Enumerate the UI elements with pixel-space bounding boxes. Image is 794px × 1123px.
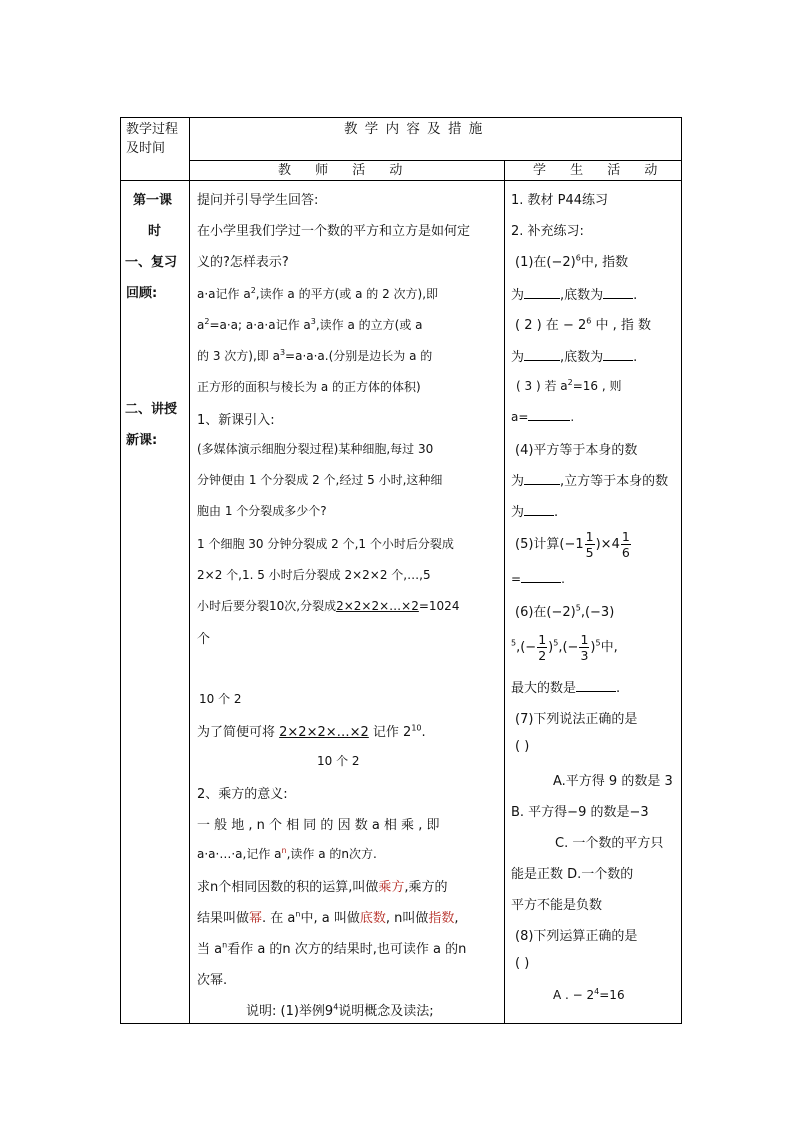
student-line: (4)平方等于本身的数 — [515, 443, 638, 458]
text-run: . — [554, 505, 559, 520]
teacher-line: 2、乘方的意义: — [197, 787, 288, 802]
student-line: (8)下列运算正确的是 — [515, 929, 638, 944]
teacher-line — [197, 285, 438, 302]
superscript: 2 — [567, 378, 573, 387]
superscript: n — [295, 909, 301, 919]
student-line: 1. 教材 P44练习 — [511, 193, 609, 208]
superscript: 5 — [595, 638, 601, 648]
table-border-right — [681, 117, 682, 1024]
text-run: ) — [548, 640, 554, 655]
text-run: A . − 2 — [553, 988, 595, 1002]
text-run: 中, — [600, 640, 618, 655]
text-run: 看作 a 的n 次方的结果时,也可读作 a 的n — [227, 942, 467, 957]
teacher-line: 胞由 1 个分裂成多少个? — [197, 504, 327, 518]
text-run: 小时后要分裂10次,分裂成 — [197, 599, 337, 613]
text-run: )×4 — [595, 537, 620, 552]
text-run: 为 — [511, 505, 525, 520]
teacher-line — [197, 938, 466, 957]
answer-blank[interactable] — [603, 286, 633, 299]
review-label-1: 一、复习 — [125, 255, 178, 270]
term-exponentiation: 乘方 — [378, 880, 405, 895]
student-line: ( ) — [515, 956, 530, 971]
teacher-line: 10 个 2 — [317, 754, 360, 768]
superscript: 2 — [204, 317, 210, 326]
numerator: 1 — [538, 632, 547, 647]
text-run: a·a·…·a,记作 a — [197, 847, 282, 861]
teacher-line: 分钟便由 1 个分裂成 2 个,经过 5 小时,这种细 — [197, 473, 443, 487]
superscript: 4 — [594, 987, 600, 996]
superscript: 5 — [553, 638, 559, 648]
table-border-bottom — [120, 1023, 682, 1024]
teacher-line: 1 个细胞 30 分钟分裂成 2 个,1 个小时后分裂成 — [197, 537, 454, 551]
header-process-time-line2: 及时间 — [126, 141, 166, 156]
text-run: 中, a 叫做 — [300, 911, 360, 926]
student-line — [515, 314, 651, 333]
teacher-line: 1、新课引入: — [197, 413, 275, 428]
text-run: 最大的数是 — [511, 681, 577, 696]
text-run: ,(−3) — [580, 605, 615, 620]
text-run: ,乘方的 — [404, 880, 448, 895]
superscript: 3 — [310, 317, 316, 326]
student-line — [511, 284, 637, 303]
table-row-divider-2 — [120, 180, 682, 181]
answer-blank[interactable] — [524, 472, 560, 485]
text-run: . — [561, 572, 565, 586]
teacher-line — [197, 907, 459, 926]
student-line — [511, 470, 668, 489]
teacher-line — [197, 845, 377, 862]
text-run: ,读作 a 的平方(或 a 的 2 次方),即 — [255, 287, 439, 301]
text-run: . — [570, 410, 575, 424]
text-run: =1024 — [418, 599, 460, 613]
text-run: 求n个相同因数的积的运算,叫做 — [197, 880, 379, 895]
student-line — [511, 677, 620, 696]
student-line — [511, 408, 574, 424]
denominator: 6 — [621, 545, 630, 560]
student-line: ( ) — [515, 739, 530, 754]
text-run: ) — [590, 640, 596, 655]
text-run: ,立方等于本身的数 — [560, 474, 669, 489]
text-run: 为 — [511, 474, 525, 489]
student-line: 平方不能是负数 — [511, 898, 603, 913]
text-run: a= — [511, 410, 529, 424]
header-process-time-line1: 教学过程 — [126, 122, 179, 137]
teacher-line: 正方形的面积与棱长为 a 的正方体的体积) — [197, 380, 421, 394]
teacher-line — [197, 316, 423, 333]
answer-blank[interactable] — [576, 679, 616, 692]
student-line — [515, 601, 614, 620]
teacher-line: 10 个 2 — [199, 692, 242, 706]
teacher-line — [197, 597, 459, 614]
answer-blank[interactable] — [528, 408, 570, 421]
text-run: 为 — [511, 288, 525, 303]
denominator: 5 — [585, 545, 594, 560]
student-line — [511, 570, 565, 586]
lesson-label-2: 时 — [148, 224, 162, 239]
numerator: 1 — [585, 529, 594, 544]
text-run: (5)计算(−1 — [515, 537, 584, 552]
text-run: (6)在(−2) — [515, 605, 576, 620]
text-run: =16 — [599, 988, 625, 1002]
text-run: a — [197, 318, 205, 332]
student-line: A.平方得 9 的数是 3 — [553, 774, 673, 789]
table-row-divider-1 — [189, 160, 682, 161]
text-run: ,读作 a 的立方(或 a — [315, 318, 423, 332]
header-teacher-activity: 教 师 活 动 — [278, 163, 403, 178]
term-exponent: 指数 — [428, 911, 455, 926]
text-run: (1)在(−2) — [515, 255, 576, 270]
fraction — [585, 529, 595, 560]
text-run: 记作 2 — [368, 725, 412, 740]
term-base: 底数 — [359, 911, 386, 926]
teacher-line: 个 — [197, 632, 211, 647]
answer-blank[interactable] — [524, 286, 560, 299]
teacher-line — [197, 876, 448, 895]
denominator: 3 — [580, 648, 589, 663]
fraction — [537, 632, 547, 663]
text-run: . — [633, 350, 638, 365]
text-run: 为了简便可将 — [197, 725, 280, 740]
text-run: ,读作 a 的n次方. — [286, 847, 377, 861]
text-run: =16 , 则 — [572, 379, 622, 393]
student-line: 能是正数 D.一个数的 — [511, 867, 634, 882]
text-run: , — [454, 911, 459, 926]
student-line: B. 平方得−9 的数是−3 — [511, 805, 649, 820]
text-run: 说明概念及读法; — [338, 1004, 434, 1019]
student-line — [511, 501, 558, 520]
text-run: a·a记作 a — [197, 287, 251, 301]
text-run: 当 a — [197, 942, 223, 957]
answer-blank[interactable] — [524, 348, 560, 361]
text-run: . — [633, 288, 638, 303]
teacher-line: 提问并引导学生回答: — [197, 193, 319, 208]
numerator: 1 — [580, 632, 589, 647]
teacher-line — [246, 1000, 434, 1019]
new-lesson-label-2: 新课: — [126, 433, 158, 448]
denominator: 2 — [538, 648, 547, 663]
text-run: . — [421, 725, 426, 740]
superscript: n — [281, 846, 287, 855]
header-student-activity: 学 生 活 动 — [533, 163, 658, 178]
teacher-line: (多媒体演示细胞分裂过程)某种细胞,每过 30 — [197, 442, 434, 456]
text-run: ,(− — [558, 640, 579, 655]
text-run: 结果叫做 — [197, 911, 250, 926]
text-run: 为 — [511, 350, 525, 365]
fraction — [579, 632, 589, 663]
student-line — [553, 988, 625, 1002]
fraction — [621, 529, 631, 560]
text-run: 的 3 次方),即 a — [197, 349, 280, 363]
review-label-2: 回顾: — [126, 286, 158, 301]
text-run: . 在 a — [262, 911, 296, 926]
header-process-time — [126, 120, 178, 158]
teacher-line: 义的?怎样表示? — [197, 255, 289, 270]
answer-blank[interactable] — [603, 348, 633, 361]
new-lesson-label-1: 二、讲授 — [125, 402, 178, 417]
text-run: . — [616, 681, 621, 696]
table-border-left — [120, 117, 121, 1024]
text-run: ,(− — [516, 640, 537, 655]
student-line — [511, 626, 618, 670]
superscript: 4 — [333, 1002, 339, 1012]
teacher-line: 一 般 地 , n 个 相 同 的 因 数 a 相 乘 , 即 — [197, 818, 440, 833]
teacher-line: 在小学里我们学过一个数的平方和立方是如何定 — [197, 224, 471, 239]
text-run: ,底数为 — [560, 350, 604, 365]
superscript: 6 — [586, 316, 592, 326]
student-line: (7)下列说法正确的是 — [515, 712, 638, 727]
teacher-line — [197, 347, 432, 364]
underlined-product: 2×2×2×…×2 — [336, 599, 419, 613]
text-run: 中, 指数 — [580, 255, 629, 270]
student-line — [515, 523, 632, 567]
lesson-label-1: 第一课 — [133, 193, 173, 208]
numerator: 1 — [621, 529, 630, 544]
teacher-line: 2×2 个,1. 5 小时后分裂成 2×2×2 个,…,5 — [197, 568, 431, 582]
text-run: , n叫做 — [385, 911, 429, 926]
answer-blank[interactable] — [524, 503, 554, 516]
superscript: 2 — [250, 286, 256, 295]
superscript: 6 — [575, 253, 581, 263]
superscript: 5 — [575, 603, 581, 613]
table-col-divider-1 — [189, 117, 190, 1024]
underlined-product: 2×2×2×…×2 — [279, 725, 369, 740]
student-line — [515, 251, 628, 270]
header-content-measures: 教 学 内 容 及 措 施 — [344, 121, 483, 137]
student-line: C. 一个数的平方只 — [555, 836, 664, 851]
text-run: = — [511, 572, 522, 586]
term-power: 幂 — [249, 911, 263, 926]
text-run: 说明: (1)举例9 — [246, 1004, 334, 1019]
superscript: n — [222, 940, 228, 950]
student-line — [516, 377, 622, 394]
table-border-top — [120, 117, 682, 118]
text-run: =a·a; a·a·a记作 a — [209, 318, 311, 332]
answer-blank[interactable] — [521, 570, 561, 583]
superscript: 10 — [411, 723, 422, 733]
teacher-line — [197, 721, 426, 740]
teacher-line: 次幂. — [197, 973, 228, 988]
text-run: ( 3 ) 若 a — [516, 379, 568, 393]
text-run: ( 2 ) 在 − 2 — [515, 318, 587, 333]
superscript: 5 — [511, 638, 517, 648]
text-run: =a·a·a.(分别是边长为 a 的 — [285, 349, 433, 363]
student-line — [511, 346, 637, 365]
student-line: 2. 补充练习: — [511, 224, 584, 239]
superscript: 3 — [279, 348, 286, 357]
table-col-divider-2 — [504, 160, 505, 1024]
text-run: ,底数为 — [560, 288, 604, 303]
text-run: 中 , 指 数 — [591, 318, 652, 333]
